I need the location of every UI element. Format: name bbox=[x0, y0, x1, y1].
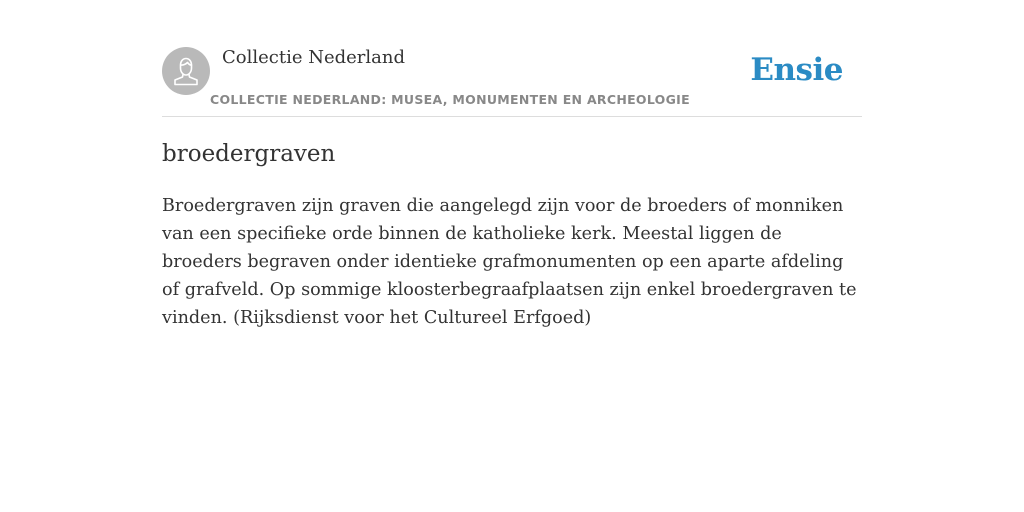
source-subtitle[interactable]: COLLECTIE NEDERLAND: MUSEA, MONUMENTEN EN ARCHEOLOGIE bbox=[210, 92, 690, 107]
term-title: broedergraven bbox=[162, 141, 336, 167]
definition-text: Broedergraven zijn graven die aangelegd zijn voor de broeders of monniken van een specifieke orde binnen de katholieke kerk. Meestal liggen de broeders begraven onder identieke grafmonumenten op een aparte afdeling of grafveld. Op sommige kloosterbegraafplaatsen zijn enkel broedergraven te vinden. (Rijksdienst voor het Cultureel Erfgoed) bbox=[162, 196, 857, 328]
entry-header bbox=[162, 40, 862, 117]
user-silhouette-icon bbox=[172, 56, 200, 86]
author-name[interactable]: Collectie Nederland bbox=[222, 47, 406, 68]
author-avatar[interactable] bbox=[162, 47, 210, 95]
ensie-logo[interactable]: Ensie bbox=[750, 52, 843, 88]
